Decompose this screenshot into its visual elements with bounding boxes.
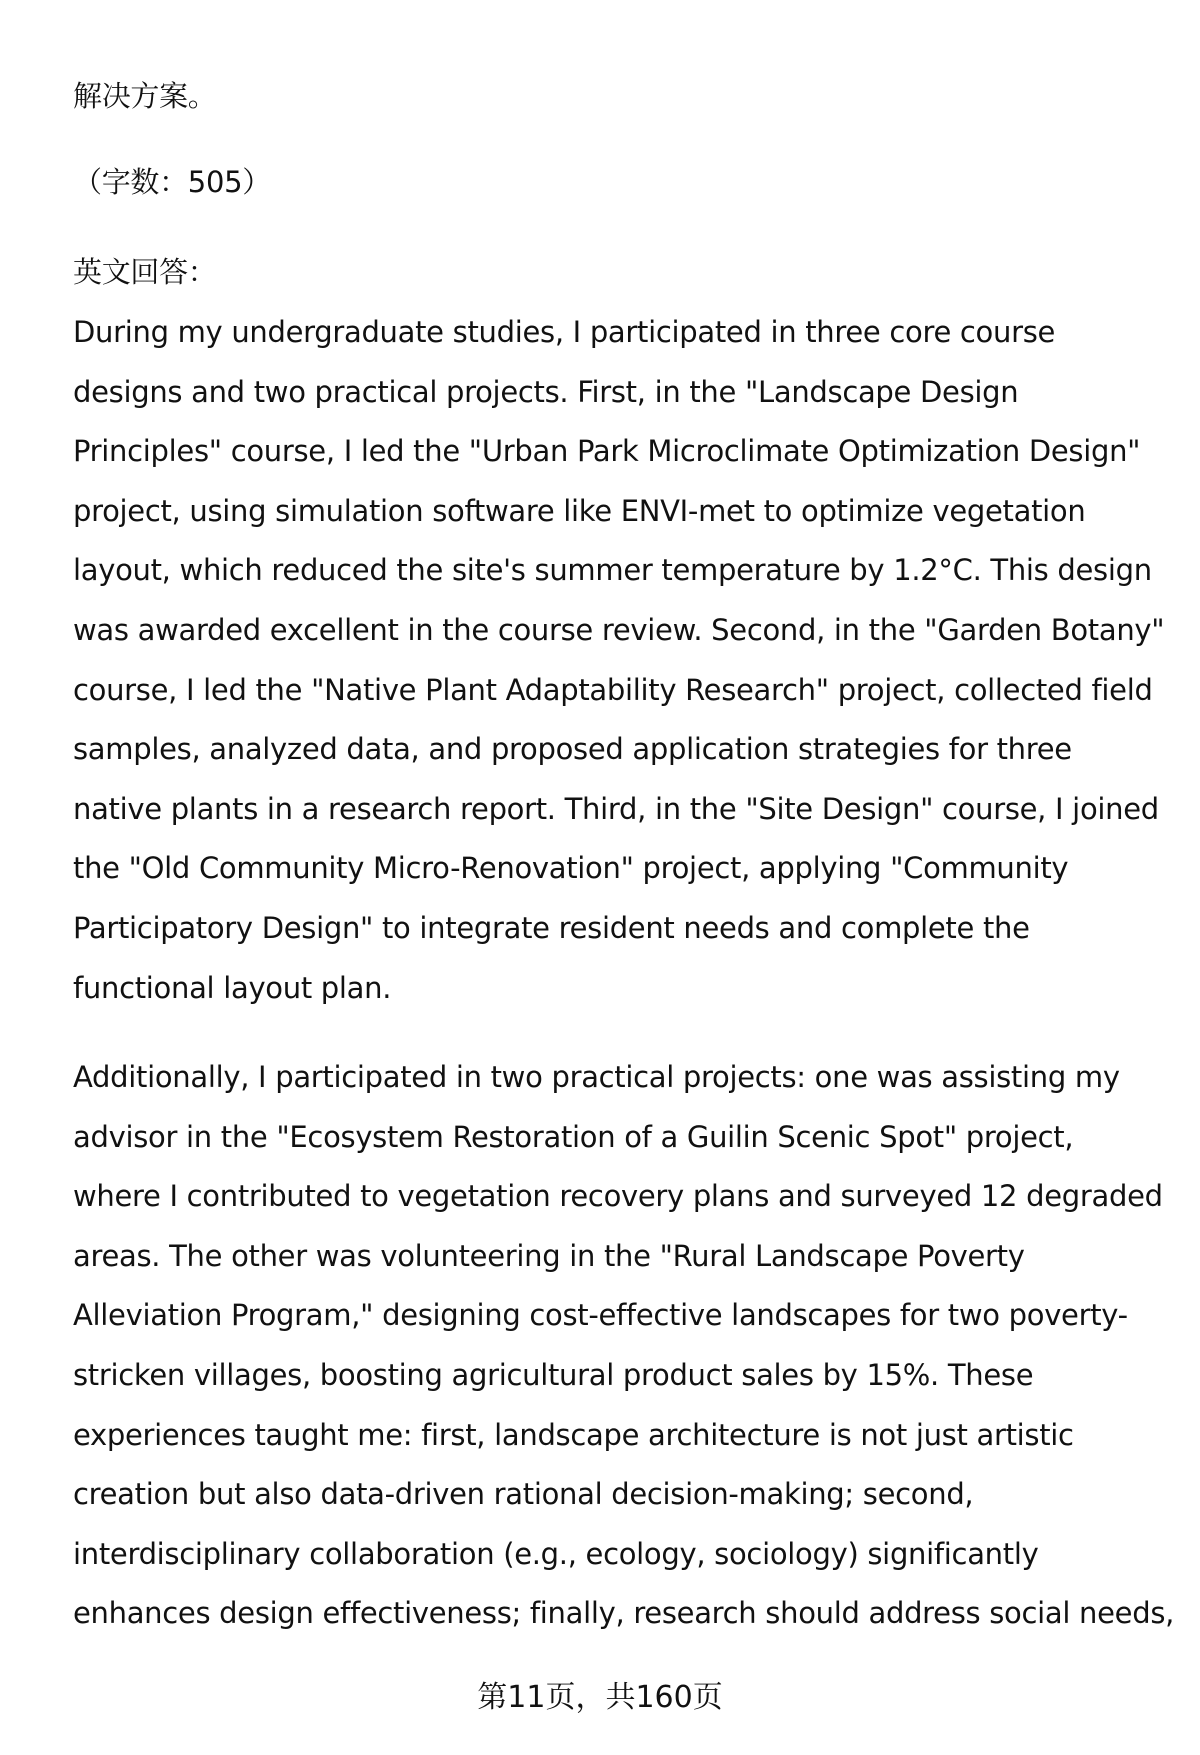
text-line: native plants in a research report. Third, in the "Site Design" course, I joined [73,791,1159,826]
text-line: samples, analyzed data, and proposed application strategies for three [73,732,1072,767]
paragraph-1 [73,303,1165,1018]
text-line: areas. The other was volunteering in the "Rural Landscape Poverty [73,1238,1025,1273]
word-count: （字数：505） [73,165,271,199]
text-line: stricken villages, boosting agricultural product sales by 15%. These [73,1357,1034,1392]
text-line: the "Old Community Micro-Renovation" project, applying "Community [73,851,1069,886]
text-line: creation but also data-driven rational decision-making; second, [73,1477,974,1512]
text-line: interdisciplinary collaboration (e.g., ecology, sociology) significantly [73,1536,1039,1571]
text-line: During my undergraduate studies, I participated in three core course [73,315,1056,349]
text-line: designs and two practical projects. First, in the "Landscape Design [73,374,1019,409]
text-line: Principles" course, I led the "Urban Park Microclimate Optimization Design" [73,434,1141,469]
text-line: was awarded excellent in the course review. Second, in the "Garden Botany" [73,612,1165,647]
text-line: experiences taught me: first, landscape architecture is not just artistic [73,1417,1074,1452]
text-line: project, using simulation software like ENVI-met to optimize vegetation [73,493,1086,528]
text-line: course, I led the "Native Plant Adaptability Research" project, collected field [73,672,1153,707]
text-line: Alleviation Program," designing cost-effective landscapes for two poverty- [73,1298,1128,1333]
text-line: where I contributed to vegetation recovery plans and surveyed 12 degraded [73,1179,1163,1214]
page-footer: 第11页，共160页 [477,1680,723,1715]
text-line: enhances design effectiveness; finally, research should address social needs, [73,1596,1175,1631]
text-line: functional layout plan. [73,970,392,1005]
english-label: 英文回答： [73,255,217,289]
text-line: Additionally, I participated in two practical projects: one was assisting my [73,1060,1120,1094]
heading-tail: 解决方案。 [73,79,217,113]
text-line: advisor in the "Ecosystem Restoration of a Guilin Scenic Spot" project, [73,1119,1074,1154]
text-line: Participatory Design" to integrate resident needs and complete the [73,910,1030,945]
paragraph-2 [73,1048,1175,1644]
text-line: layout, which reduced the site's summer temperature by 1.2°C. This design [73,553,1152,588]
